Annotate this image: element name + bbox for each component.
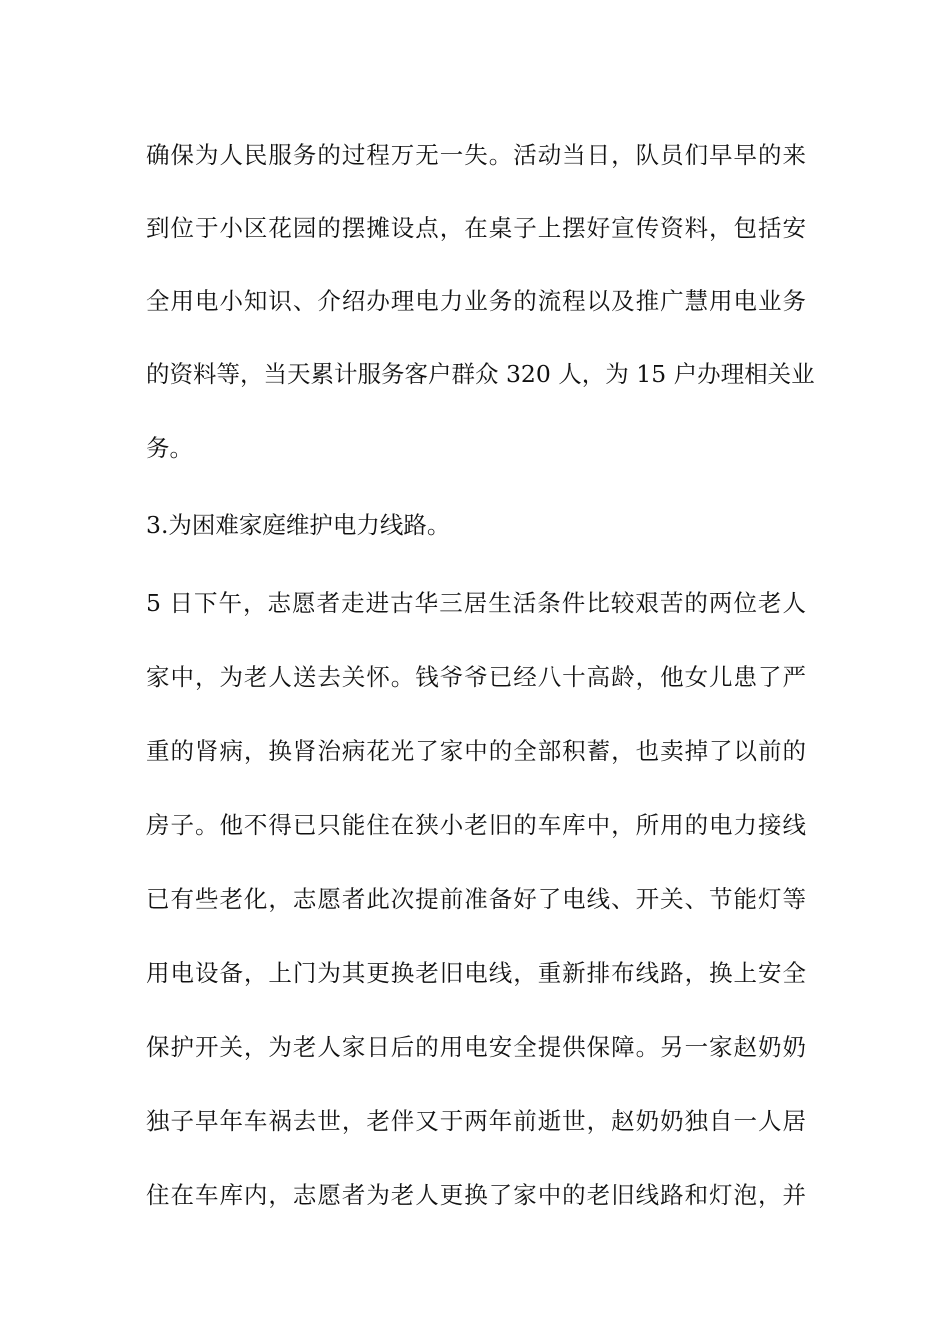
paragraph-line: 重的肾病，换肾治病花光了家中的全部积蓄，也卖掉了以前的 — [146, 737, 806, 765]
paragraph-line: 5 日下午，志愿者走进古华三居生活条件比较艰苦的两位老人 — [146, 589, 806, 617]
paragraph-line: 务。 — [146, 434, 193, 462]
paragraph-line: 住在车库内，志愿者为老人更换了家中的老旧线路和灯泡，并 — [146, 1181, 806, 1209]
paragraph-line: 全用电小知识、介绍办理电力业务的流程以及推广慧用电业务 — [146, 287, 806, 315]
section-heading: 3.为困难家庭维护电力线路。 — [146, 511, 451, 539]
paragraph-line: 保护开关，为老人家日后的用电安全提供保障。另一家赵奶奶 — [146, 1033, 806, 1061]
paragraph-line: 房子。他不得已只能住在狭小老旧的车库中，所用的电力接线 — [146, 811, 806, 839]
paragraph-line: 家中，为老人送去关怀。钱爷爷已经八十高龄，他女儿患了严 — [146, 663, 806, 691]
paragraph-line: 的资料等，当天累计服务客户群众 320 人，为 15 户办理相关业 — [146, 360, 815, 388]
paragraph-line: 到位于小区花园的摆摊设点，在桌子上摆好宣传资料，包括安 — [146, 214, 806, 242]
paragraph-line: 已有些老化，志愿者此次提前准备好了电线、开关、节能灯等 — [146, 885, 806, 913]
paragraph-line: 用电设备，上门为其更换老旧电线，重新排布线路，换上安全 — [146, 959, 806, 987]
paragraph-line: 确保为人民服务的过程万无一失。活动当日，队员们早早的来 — [146, 141, 806, 169]
paragraph-line: 独子早年车祸去世，老伴又于两年前逝世，赵奶奶独自一人居 — [146, 1107, 806, 1135]
